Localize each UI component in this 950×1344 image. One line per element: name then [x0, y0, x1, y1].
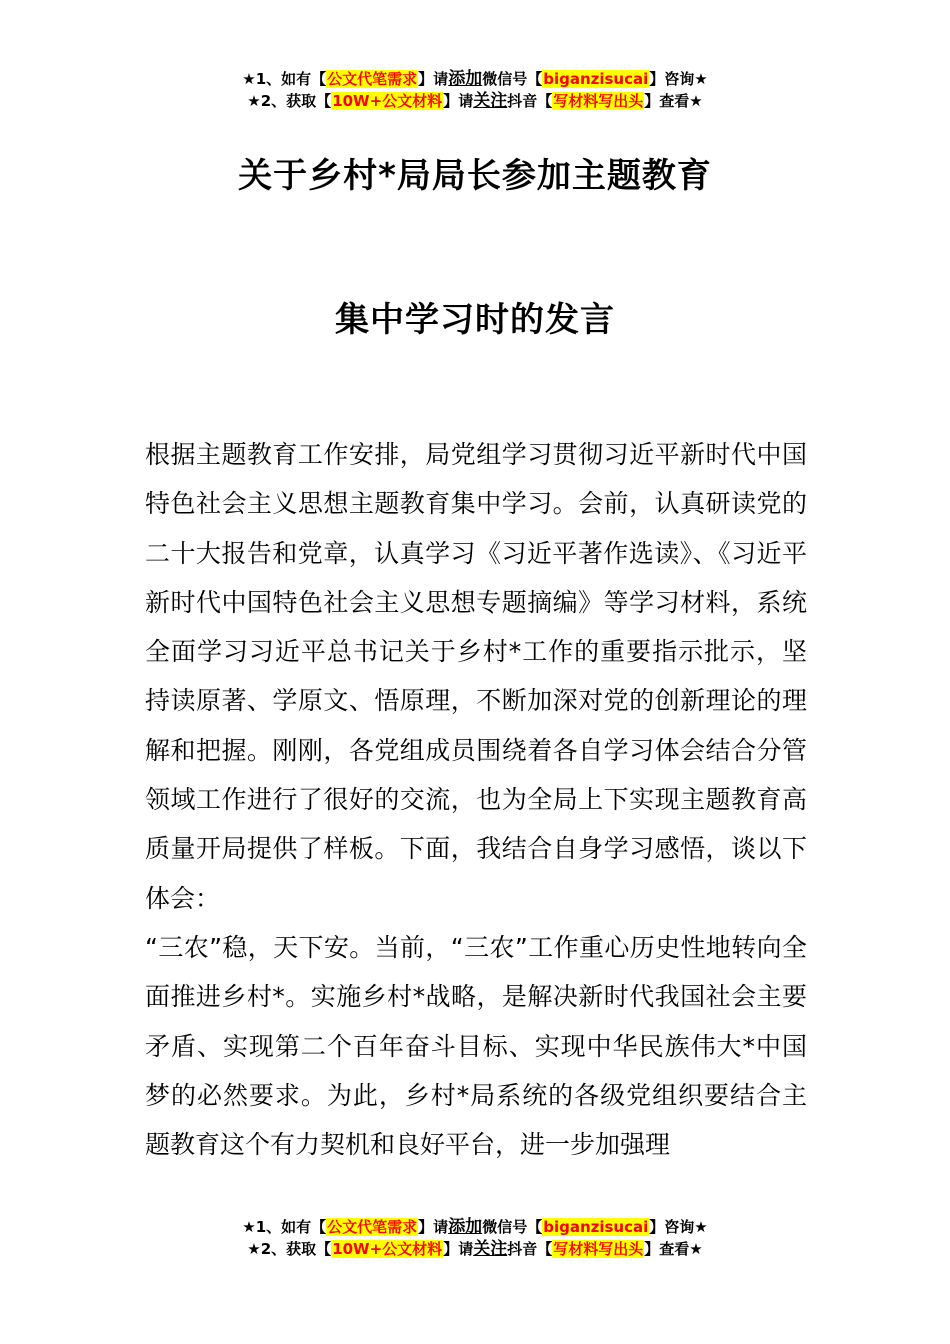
- promo-highlight: biganzisucai: [543, 1218, 649, 1236]
- promo-text: ★2、获取【: [247, 1240, 332, 1258]
- promo-line-1: [0, 1216, 950, 1238]
- document-title-line-2: 集中学习时的发言: [335, 300, 615, 340]
- promo-text: 抖音【: [507, 92, 553, 110]
- promo-text: 】查看★: [644, 1240, 703, 1258]
- promo-text: ★2、获取【: [247, 92, 332, 110]
- promo-highlight: biganzisucai: [543, 70, 649, 88]
- body-paragraph-2: “三农”稳，天下安。当前，“三农”工作重心历史性地转向全面推进乡村*。实施乡村*战略，是解决新时代我国社会主要矛盾、实现第二个百年奋斗目标、实现中华民族伟大*中国梦的必然要求。为此，乡村*局系统的各级党组织要结合主题教育这个有力契机和良好平台，进一步加强理: [145, 932, 807, 1160]
- promo-text: 】请: [443, 92, 474, 110]
- promo-text: 】请: [418, 70, 449, 88]
- promo-text: 】请: [443, 1240, 474, 1258]
- document-title-line-1: 关于乡村*局局长参加主题教育: [238, 156, 712, 196]
- promo-highlight: 写材料写出头: [553, 92, 644, 110]
- promo-text: 】咨询★: [649, 1218, 708, 1236]
- promo-emphasis: 关注: [473, 91, 508, 111]
- document-body: [145, 430, 807, 1169]
- body-paragraph-1: 根据主题教育工作安排，局党组学习贯彻习近平新时代中国特色社会主义思想主题教育集中学习。会前，认真研读党的二十大报告和党章，认真学习《习近平著作选读》、《习近平新时代中国特色社会主义思想专题摘编》等学习材料，系统全面学习习近平总书记关于乡村*工作的重要指示批示，坚持读原著、学原文、悟原理，不断加深对党的创新理论的理解和把握。刚刚，各党组成员围绕着各自学习体会结合分管领域工作进行了很好的交流，也为全局上下实现主题教育高质量开局提供了样板。下面，我结合自身学习感悟，谈以下体会：: [145, 440, 807, 913]
- promo-highlight: 公文代笔需求: [327, 70, 418, 88]
- promo-emphasis: 添加: [448, 1217, 483, 1237]
- promo-text: 微信号【: [482, 70, 543, 88]
- promo-text: ★1、如有【: [242, 70, 327, 88]
- promo-highlight: 写材料写出头: [553, 1240, 644, 1258]
- promo-highlight: 公文代笔需求: [327, 1218, 418, 1236]
- promo-text: 抖音【: [507, 1240, 553, 1258]
- promo-highlight: 10W+公文材料: [332, 92, 443, 110]
- promo-text: 微信号【: [482, 1218, 543, 1236]
- promo-banner-bottom: [0, 1216, 950, 1260]
- promo-text: ★1、如有【: [242, 1218, 327, 1236]
- promo-text: 】请: [418, 1218, 449, 1236]
- promo-line-2: [0, 90, 950, 112]
- promo-highlight: 10W+公文材料: [332, 1240, 443, 1258]
- promo-line-2: [0, 1238, 950, 1260]
- promo-text: 】查看★: [644, 92, 703, 110]
- promo-line-1: [0, 68, 950, 90]
- promo-banner-top: [0, 68, 950, 112]
- promo-emphasis: 添加: [448, 69, 483, 89]
- promo-text: 】咨询★: [649, 70, 708, 88]
- promo-emphasis: 关注: [473, 1239, 508, 1259]
